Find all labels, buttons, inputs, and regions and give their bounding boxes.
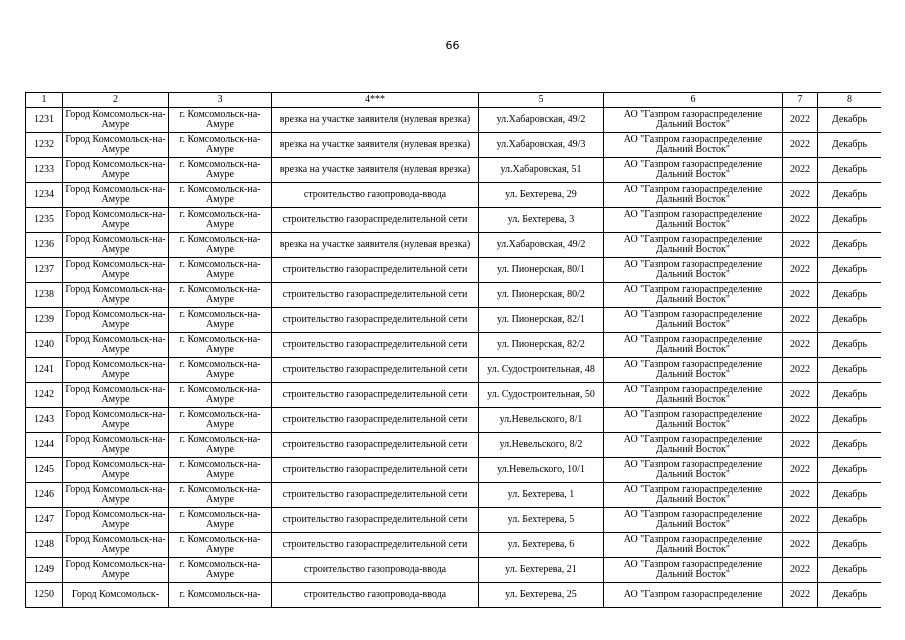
month-cell: Декабрь [818, 508, 882, 533]
row-number-cell: 1239 [26, 308, 63, 333]
row-number-cell: 1247 [26, 508, 63, 533]
year-cell: 2022 [783, 283, 818, 308]
locality-cell: г. Комсомольск-на-Амуре [169, 108, 272, 133]
column-header: 4*** [272, 93, 479, 108]
month-cell: Декабрь [818, 558, 882, 583]
row-number-cell: 1248 [26, 533, 63, 558]
work-type-cell: строительство газораспределительной сети [272, 408, 479, 433]
row-number-cell: 1231 [26, 108, 63, 133]
locality-cell: г. Комсомольск-на-Амуре [169, 158, 272, 183]
locality-cell: г. Комсомольск-на-Амуре [169, 258, 272, 283]
table-row [26, 508, 882, 533]
settlement-cell: Город Комсомольск-на-Амуре [63, 208, 169, 233]
column-header: 1 [26, 93, 63, 108]
month-cell: Декабрь [818, 308, 882, 333]
year-cell: 2022 [783, 558, 818, 583]
table-row [26, 333, 882, 358]
month-cell: Декабрь [818, 433, 882, 458]
address-cell: ул.Невельского, 10/1 [479, 458, 604, 483]
table-row [26, 558, 882, 583]
address-cell: ул. Судостроительная, 48 [479, 358, 604, 383]
year-cell: 2022 [783, 258, 818, 283]
month-cell: Декабрь [818, 208, 882, 233]
locality-cell: г. Комсомольск-на-Амуре [169, 333, 272, 358]
address-cell: ул. Бехтерева, 21 [479, 558, 604, 583]
address-cell: ул. Судостроительная, 50 [479, 383, 604, 408]
work-type-cell: врезка на участке заявителя (нулевая врезка) [272, 108, 479, 133]
table-row [26, 408, 882, 433]
year-cell: 2022 [783, 208, 818, 233]
settlement-cell: Город Комсомольск-на-Амуре [63, 558, 169, 583]
organization-cell: АО "Газпром газораспределение Дальний Восток" [604, 458, 783, 483]
year-cell: 2022 [783, 433, 818, 458]
address-cell: ул.Хабаровская, 49/2 [479, 108, 604, 133]
column-header: 3 [169, 93, 272, 108]
settlement-cell: Город Комсомольск-на-Амуре [63, 458, 169, 483]
row-number-cell: 1234 [26, 183, 63, 208]
locality-cell: г. Комсомольск-на-Амуре [169, 358, 272, 383]
table-row [26, 583, 882, 608]
column-header: 7 [783, 93, 818, 108]
work-type-cell: врезка на участке заявителя (нулевая врезка) [272, 158, 479, 183]
work-type-cell: строительство газопровода-ввода [272, 583, 479, 608]
settlement-cell: Город Комсомольск-на-Амуре [63, 308, 169, 333]
organization-cell: АО "Газпром газораспределение Дальний Восток" [604, 483, 783, 508]
settlement-cell: Город Комсомольск-на-Амуре [63, 483, 169, 508]
row-number-cell: 1246 [26, 483, 63, 508]
work-type-cell: строительство газопровода-ввода [272, 183, 479, 208]
year-cell: 2022 [783, 508, 818, 533]
work-type-cell: строительство газораспределительной сети [272, 508, 479, 533]
month-cell: Декабрь [818, 358, 882, 383]
table-row [26, 433, 882, 458]
row-number-cell: 1241 [26, 358, 63, 383]
address-cell: ул. Пионерская, 80/2 [479, 283, 604, 308]
settlement-cell: Город Комсомольск-на-Амуре [63, 108, 169, 133]
year-cell: 2022 [783, 133, 818, 158]
locality-cell: г. Комсомольск-на- [169, 583, 272, 608]
table-row [26, 283, 882, 308]
row-number-cell: 1244 [26, 433, 63, 458]
work-type-cell: строительство газораспределительной сети [272, 433, 479, 458]
settlement-cell: Город Комсомольск-на-Амуре [63, 333, 169, 358]
work-type-cell: строительство газораспределительной сети [272, 208, 479, 233]
year-cell: 2022 [783, 233, 818, 258]
year-cell: 2022 [783, 458, 818, 483]
address-cell: ул.Хабаровская, 51 [479, 158, 604, 183]
table-row [26, 383, 882, 408]
work-type-cell: строительство газораспределительной сети [272, 333, 479, 358]
table-row [26, 208, 882, 233]
organization-cell: АО "Газпром газораспределение [604, 583, 783, 608]
table-row [26, 483, 882, 508]
address-cell: ул. Бехтерева, 25 [479, 583, 604, 608]
year-cell: 2022 [783, 533, 818, 558]
organization-cell: АО "Газпром газораспределение Дальний Восток" [604, 408, 783, 433]
settlement-cell: Город Комсомольск-на-Амуре [63, 408, 169, 433]
column-header: 6 [604, 93, 783, 108]
locality-cell: г. Комсомольск-на-Амуре [169, 233, 272, 258]
address-cell: ул. Бехтерева, 3 [479, 208, 604, 233]
address-cell: ул.Невельского, 8/2 [479, 433, 604, 458]
table-row [26, 133, 882, 158]
month-cell: Декабрь [818, 283, 882, 308]
address-cell: ул.Невельского, 8/1 [479, 408, 604, 433]
settlement-cell: Город Комсомольск-на-Амуре [63, 158, 169, 183]
month-cell: Декабрь [818, 408, 882, 433]
work-type-cell: строительство газопровода-ввода [272, 558, 479, 583]
organization-cell: АО "Газпром газораспределение Дальний Восток" [604, 258, 783, 283]
locality-cell: г. Комсомольск-на-Амуре [169, 458, 272, 483]
table-row [26, 258, 882, 283]
year-cell: 2022 [783, 158, 818, 183]
work-type-cell: врезка на участке заявителя (нулевая врезка) [272, 233, 479, 258]
address-cell: ул. Бехтерева, 5 [479, 508, 604, 533]
table-row [26, 158, 882, 183]
month-cell: Декабрь [818, 458, 882, 483]
settlement-cell: Город Комсомольск-на-Амуре [63, 433, 169, 458]
month-cell: Декабрь [818, 133, 882, 158]
settlement-cell: Город Комсомольск-на-Амуре [63, 358, 169, 383]
locality-cell: г. Комсомольск-на-Амуре [169, 133, 272, 158]
organization-cell: АО "Газпром газораспределение Дальний Восток" [604, 133, 783, 158]
settlement-cell: Город Комсомольск-на-Амуре [63, 533, 169, 558]
organization-cell: АО "Газпром газораспределение Дальний Восток" [604, 358, 783, 383]
locality-cell: г. Комсомольск-на-Амуре [169, 308, 272, 333]
settlement-cell: Город Комсомольск-на-Амуре [63, 233, 169, 258]
address-cell: ул.Хабаровская, 49/3 [479, 133, 604, 158]
table-row [26, 533, 882, 558]
month-cell: Декабрь [818, 533, 882, 558]
address-cell: ул. Бехтерева, 29 [479, 183, 604, 208]
address-cell: ул.Хабаровская, 49/2 [479, 233, 604, 258]
work-type-cell: врезка на участке заявителя (нулевая врезка) [272, 133, 479, 158]
row-number-cell: 1233 [26, 158, 63, 183]
table-row [26, 233, 882, 258]
organization-cell: АО "Газпром газораспределение Дальний Восток" [604, 108, 783, 133]
row-number-cell: 1249 [26, 558, 63, 583]
month-cell: Декабрь [818, 258, 882, 283]
row-number-cell: 1238 [26, 283, 63, 308]
page-number: 66 [445, 39, 460, 52]
table-container [25, 92, 881, 640]
month-cell: Декабрь [818, 383, 882, 408]
organization-cell: АО "Газпром газораспределение Дальний Восток" [604, 233, 783, 258]
row-number-cell: 1243 [26, 408, 63, 433]
locality-cell: г. Комсомольск-на-Амуре [169, 508, 272, 533]
row-number-cell: 1237 [26, 258, 63, 283]
row-number-cell: 1235 [26, 208, 63, 233]
row-number-cell: 1245 [26, 458, 63, 483]
organization-cell: АО "Газпром газораспределение Дальний Восток" [604, 433, 783, 458]
settlement-cell: Город Комсомольск-на-Амуре [63, 508, 169, 533]
address-cell: ул. Пионерская, 80/1 [479, 258, 604, 283]
organization-cell: АО "Газпром газораспределение Дальний Восток" [604, 183, 783, 208]
organization-cell: АО "Газпром газораспределение Дальний Восток" [604, 533, 783, 558]
work-type-cell: строительство газораспределительной сети [272, 308, 479, 333]
work-type-cell: строительство газораспределительной сети [272, 458, 479, 483]
locality-cell: г. Комсомольск-на-Амуре [169, 383, 272, 408]
table-row [26, 458, 882, 483]
table-row [26, 358, 882, 383]
table-row [26, 108, 882, 133]
year-cell: 2022 [783, 483, 818, 508]
table-row [26, 183, 882, 208]
year-cell: 2022 [783, 108, 818, 133]
locality-cell: г. Комсомольск-на-Амуре [169, 208, 272, 233]
settlement-cell: Город Комсомольск-на-Амуре [63, 383, 169, 408]
settlement-cell: Город Комсомольск-на-Амуре [63, 258, 169, 283]
settlement-cell: Город Комсомольск-на-Амуре [63, 133, 169, 158]
organization-cell: АО "Газпром газораспределение Дальний Восток" [604, 558, 783, 583]
row-number-cell: 1242 [26, 383, 63, 408]
address-cell: ул. Пионерская, 82/2 [479, 333, 604, 358]
work-type-cell: строительство газораспределительной сети [272, 283, 479, 308]
table-row [26, 308, 882, 333]
locality-cell: г. Комсомольск-на-Амуре [169, 558, 272, 583]
organization-cell: АО "Газпром газораспределение Дальний Восток" [604, 308, 783, 333]
locality-cell: г. Комсомольск-на-Амуре [169, 533, 272, 558]
year-cell: 2022 [783, 583, 818, 608]
locality-cell: г. Комсомольск-на-Амуре [169, 433, 272, 458]
month-cell: Декабрь [818, 158, 882, 183]
month-cell: Декабрь [818, 483, 882, 508]
month-cell: Декабрь [818, 583, 882, 608]
column-header: 2 [63, 93, 169, 108]
locality-cell: г. Комсомольск-на-Амуре [169, 183, 272, 208]
month-cell: Декабрь [818, 108, 882, 133]
settlement-cell: Город Комсомольск-на-Амуре [63, 183, 169, 208]
organization-cell: АО "Газпром газораспределение Дальний Восток" [604, 383, 783, 408]
address-cell: ул. Бехтерева, 6 [479, 533, 604, 558]
work-type-cell: строительство газораспределительной сети [272, 533, 479, 558]
header-row [26, 93, 882, 108]
organization-cell: АО "Газпром газораспределение Дальний Восток" [604, 508, 783, 533]
column-header: 5 [479, 93, 604, 108]
organization-cell: АО "Газпром газораспределение Дальний Восток" [604, 283, 783, 308]
month-cell: Декабрь [818, 333, 882, 358]
month-cell: Декабрь [818, 183, 882, 208]
locality-cell: г. Комсомольск-на-Амуре [169, 283, 272, 308]
month-cell: Декабрь [818, 233, 882, 258]
work-type-cell: строительство газораспределительной сети [272, 258, 479, 283]
organization-cell: АО "Газпром газораспределение Дальний Восток" [604, 158, 783, 183]
row-number-cell: 1240 [26, 333, 63, 358]
address-cell: ул. Бехтерева, 1 [479, 483, 604, 508]
data-table [25, 92, 881, 608]
column-header: 8 [818, 93, 882, 108]
year-cell: 2022 [783, 333, 818, 358]
year-cell: 2022 [783, 308, 818, 333]
row-number-cell: 1236 [26, 233, 63, 258]
locality-cell: г. Комсомольск-на-Амуре [169, 408, 272, 433]
work-type-cell: строительство газораспределительной сети [272, 358, 479, 383]
year-cell: 2022 [783, 183, 818, 208]
work-type-cell: строительство газораспределительной сети [272, 383, 479, 408]
year-cell: 2022 [783, 383, 818, 408]
locality-cell: г. Комсомольск-на-Амуре [169, 483, 272, 508]
row-number-cell: 1250 [26, 583, 63, 608]
row-number-cell: 1232 [26, 133, 63, 158]
year-cell: 2022 [783, 408, 818, 433]
organization-cell: АО "Газпром газораспределение Дальний Восток" [604, 208, 783, 233]
organization-cell: АО "Газпром газораспределение Дальний Восток" [604, 333, 783, 358]
address-cell: ул. Пионерская, 82/1 [479, 308, 604, 333]
settlement-cell: Город Комсомольск-на-Амуре [63, 283, 169, 308]
year-cell: 2022 [783, 358, 818, 383]
work-type-cell: строительство газораспределительной сети [272, 483, 479, 508]
settlement-cell: Город Комсомольск- [63, 583, 169, 608]
